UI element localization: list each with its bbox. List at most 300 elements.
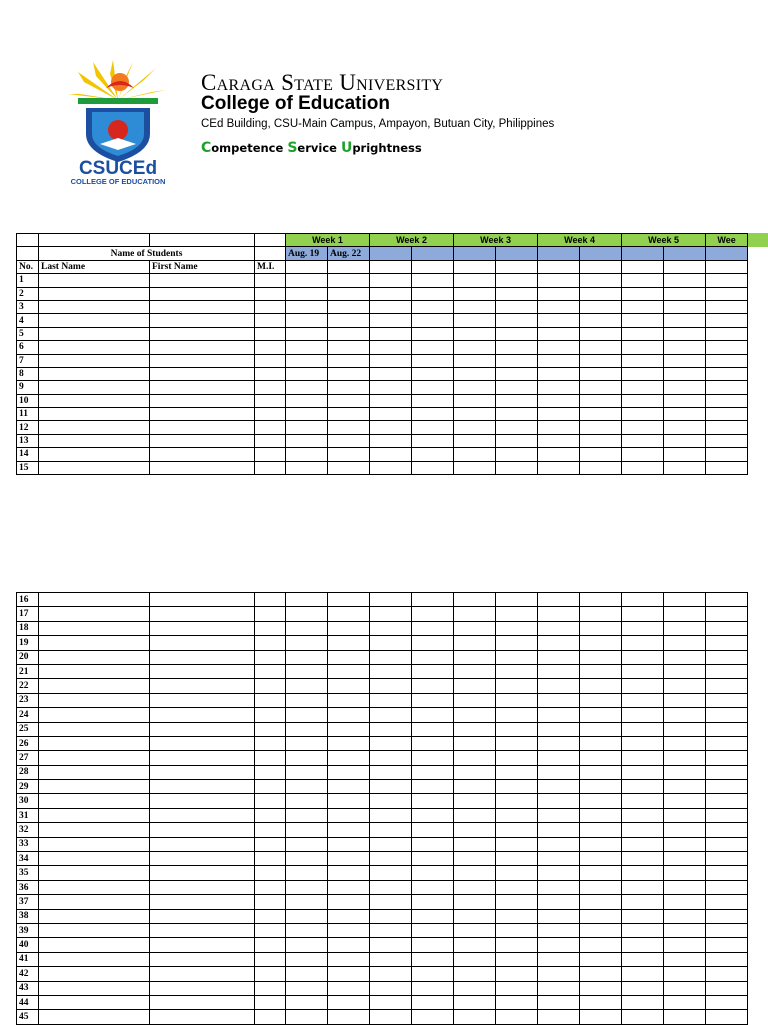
attendance-cell[interactable] <box>706 650 748 664</box>
last-name-cell[interactable] <box>39 408 150 421</box>
mi-cell[interactable] <box>255 923 286 937</box>
mi-cell[interactable] <box>255 693 286 707</box>
attendance-cell[interactable] <box>622 736 664 750</box>
attendance-cell[interactable] <box>664 794 706 808</box>
attendance-cell[interactable] <box>496 621 538 635</box>
attendance-cell[interactable] <box>412 287 454 300</box>
attendance-cell[interactable] <box>622 394 664 407</box>
attendance-cell[interactable] <box>286 952 328 966</box>
attendance-cell[interactable] <box>328 448 370 461</box>
attendance-cell[interactable] <box>580 895 622 909</box>
attendance-cell[interactable] <box>580 327 622 340</box>
attendance-cell[interactable] <box>496 693 538 707</box>
first-name-cell[interactable] <box>150 938 255 952</box>
mi-cell[interactable] <box>255 880 286 894</box>
attendance-cell[interactable] <box>706 751 748 765</box>
attendance-cell[interactable] <box>496 923 538 937</box>
attendance-cell[interactable] <box>538 780 580 794</box>
attendance-cell[interactable] <box>370 693 412 707</box>
attendance-cell[interactable] <box>664 837 706 851</box>
attendance-cell[interactable] <box>496 367 538 380</box>
attendance-cell[interactable] <box>664 880 706 894</box>
attendance-cell[interactable] <box>580 722 622 736</box>
attendance-cell[interactable] <box>664 679 706 693</box>
attendance-cell[interactable] <box>328 408 370 421</box>
attendance-cell[interactable] <box>496 765 538 779</box>
first-name-cell[interactable] <box>150 1010 255 1024</box>
first-name-cell[interactable] <box>150 967 255 981</box>
first-name-cell[interactable] <box>150 679 255 693</box>
attendance-cell[interactable] <box>664 751 706 765</box>
attendance-cell[interactable] <box>328 679 370 693</box>
attendance-cell[interactable] <box>538 938 580 952</box>
attendance-cell[interactable] <box>496 341 538 354</box>
attendance-cell[interactable] <box>370 354 412 367</box>
attendance-cell[interactable] <box>370 314 412 327</box>
first-name-cell[interactable] <box>150 866 255 880</box>
attendance-cell[interactable] <box>622 274 664 287</box>
attendance-cell[interactable] <box>580 461 622 474</box>
attendance-cell[interactable] <box>706 636 748 650</box>
attendance-cell[interactable] <box>454 880 496 894</box>
attendance-cell[interactable] <box>328 287 370 300</box>
attendance-cell[interactable] <box>706 938 748 952</box>
attendance-cell[interactable] <box>286 354 328 367</box>
attendance-cell[interactable] <box>538 722 580 736</box>
attendance-cell[interactable] <box>580 1010 622 1024</box>
mi-cell[interactable] <box>255 650 286 664</box>
last-name-cell[interactable] <box>39 967 150 981</box>
attendance-cell[interactable] <box>622 722 664 736</box>
attendance-cell[interactable] <box>412 923 454 937</box>
mi-cell[interactable] <box>255 952 286 966</box>
attendance-cell[interactable] <box>622 593 664 607</box>
first-name-cell[interactable] <box>150 995 255 1009</box>
attendance-cell[interactable] <box>496 909 538 923</box>
attendance-cell[interactable] <box>328 394 370 407</box>
attendance-cell[interactable] <box>328 300 370 313</box>
attendance-cell[interactable] <box>286 1010 328 1024</box>
attendance-cell[interactable] <box>496 448 538 461</box>
attendance-cell[interactable] <box>622 354 664 367</box>
first-name-cell[interactable] <box>150 923 255 937</box>
attendance-cell[interactable] <box>664 722 706 736</box>
attendance-cell[interactable] <box>496 722 538 736</box>
attendance-cell[interactable] <box>454 909 496 923</box>
attendance-cell[interactable] <box>538 808 580 822</box>
attendance-cell[interactable] <box>538 895 580 909</box>
attendance-cell[interactable] <box>454 995 496 1009</box>
attendance-cell[interactable] <box>328 794 370 808</box>
attendance-cell[interactable] <box>496 823 538 837</box>
attendance-cell[interactable] <box>370 394 412 407</box>
last-name-cell[interactable] <box>39 381 150 394</box>
attendance-cell[interactable] <box>622 794 664 808</box>
attendance-cell[interactable] <box>412 381 454 394</box>
attendance-cell[interactable] <box>328 751 370 765</box>
attendance-cell[interactable] <box>496 434 538 447</box>
attendance-cell[interactable] <box>286 381 328 394</box>
attendance-cell[interactable] <box>622 341 664 354</box>
attendance-cell[interactable] <box>538 260 580 273</box>
attendance-cell[interactable] <box>454 866 496 880</box>
attendance-cell[interactable] <box>496 636 538 650</box>
attendance-cell[interactable] <box>538 448 580 461</box>
first-name-cell[interactable] <box>150 327 255 340</box>
attendance-cell[interactable] <box>706 895 748 909</box>
attendance-cell[interactable] <box>370 736 412 750</box>
attendance-cell[interactable] <box>370 274 412 287</box>
first-name-cell[interactable] <box>150 722 255 736</box>
attendance-cell[interactable] <box>538 880 580 894</box>
mi-cell[interactable] <box>255 434 286 447</box>
attendance-cell[interactable] <box>496 895 538 909</box>
attendance-cell[interactable] <box>328 274 370 287</box>
attendance-cell[interactable] <box>538 287 580 300</box>
attendance-cell[interactable] <box>580 765 622 779</box>
attendance-cell[interactable] <box>622 765 664 779</box>
attendance-cell[interactable] <box>538 751 580 765</box>
attendance-cell[interactable] <box>538 421 580 434</box>
attendance-cell[interactable] <box>664 765 706 779</box>
attendance-cell[interactable] <box>328 808 370 822</box>
attendance-cell[interactable] <box>370 327 412 340</box>
first-name-cell[interactable] <box>150 895 255 909</box>
attendance-cell[interactable] <box>412 708 454 722</box>
attendance-cell[interactable] <box>496 664 538 678</box>
first-name-cell[interactable] <box>150 354 255 367</box>
mi-cell[interactable] <box>255 780 286 794</box>
last-name-cell[interactable] <box>39 722 150 736</box>
attendance-cell[interactable] <box>580 981 622 995</box>
attendance-cell[interactable] <box>370 650 412 664</box>
attendance-cell[interactable] <box>286 341 328 354</box>
attendance-cell[interactable] <box>370 636 412 650</box>
last-name-cell[interactable] <box>39 909 150 923</box>
attendance-cell[interactable] <box>706 708 748 722</box>
attendance-cell[interactable] <box>454 693 496 707</box>
attendance-cell[interactable] <box>286 260 328 273</box>
attendance-cell[interactable] <box>286 708 328 722</box>
attendance-cell[interactable] <box>580 650 622 664</box>
last-name-cell[interactable] <box>39 693 150 707</box>
mi-cell[interactable] <box>255 995 286 1009</box>
attendance-cell[interactable] <box>454 780 496 794</box>
mi-cell[interactable] <box>255 448 286 461</box>
first-name-cell[interactable] <box>150 300 255 313</box>
attendance-cell[interactable] <box>664 461 706 474</box>
attendance-cell[interactable] <box>706 765 748 779</box>
attendance-cell[interactable] <box>286 693 328 707</box>
first-name-cell[interactable] <box>150 837 255 851</box>
attendance-cell[interactable] <box>286 981 328 995</box>
attendance-cell[interactable] <box>286 274 328 287</box>
first-name-cell[interactable] <box>150 341 255 354</box>
attendance-cell[interactable] <box>706 852 748 866</box>
attendance-cell[interactable] <box>622 823 664 837</box>
attendance-cell[interactable] <box>412 636 454 650</box>
attendance-cell[interactable] <box>622 650 664 664</box>
last-name-cell[interactable] <box>39 823 150 837</box>
attendance-cell[interactable] <box>412 664 454 678</box>
attendance-cell[interactable] <box>622 314 664 327</box>
attendance-cell[interactable] <box>664 621 706 635</box>
attendance-cell[interactable] <box>454 260 496 273</box>
attendance-cell[interactable] <box>370 341 412 354</box>
attendance-cell[interactable] <box>580 394 622 407</box>
attendance-cell[interactable] <box>328 880 370 894</box>
attendance-cell[interactable] <box>580 679 622 693</box>
last-name-cell[interactable] <box>39 923 150 937</box>
attendance-cell[interactable] <box>580 751 622 765</box>
mi-cell[interactable] <box>255 327 286 340</box>
attendance-cell[interactable] <box>580 408 622 421</box>
mi-cell[interactable] <box>255 621 286 635</box>
attendance-cell[interactable] <box>328 722 370 736</box>
attendance-cell[interactable] <box>664 421 706 434</box>
attendance-cell[interactable] <box>454 923 496 937</box>
attendance-cell[interactable] <box>412 593 454 607</box>
attendance-cell[interactable] <box>706 287 748 300</box>
attendance-cell[interactable] <box>496 394 538 407</box>
mi-cell[interactable] <box>255 1010 286 1024</box>
attendance-cell[interactable] <box>664 938 706 952</box>
mi-cell[interactable] <box>255 708 286 722</box>
attendance-cell[interactable] <box>286 880 328 894</box>
mi-cell[interactable] <box>255 593 286 607</box>
attendance-cell[interactable] <box>706 408 748 421</box>
attendance-cell[interactable] <box>454 736 496 750</box>
attendance-cell[interactable] <box>538 967 580 981</box>
attendance-cell[interactable] <box>412 880 454 894</box>
last-name-cell[interactable] <box>39 300 150 313</box>
attendance-cell[interactable] <box>706 621 748 635</box>
first-name-cell[interactable] <box>150 636 255 650</box>
mi-cell[interactable] <box>255 314 286 327</box>
attendance-cell[interactable] <box>328 895 370 909</box>
attendance-cell[interactable] <box>706 274 748 287</box>
attendance-cell[interactable] <box>412 866 454 880</box>
attendance-cell[interactable] <box>664 808 706 822</box>
attendance-cell[interactable] <box>328 381 370 394</box>
attendance-cell[interactable] <box>286 967 328 981</box>
attendance-cell[interactable] <box>286 664 328 678</box>
attendance-cell[interactable] <box>286 866 328 880</box>
attendance-cell[interactable] <box>496 1010 538 1024</box>
attendance-cell[interactable] <box>664 895 706 909</box>
attendance-cell[interactable] <box>622 923 664 937</box>
last-name-cell[interactable] <box>39 837 150 851</box>
attendance-cell[interactable] <box>706 794 748 808</box>
attendance-cell[interactable] <box>580 708 622 722</box>
attendance-cell[interactable] <box>454 621 496 635</box>
attendance-cell[interactable] <box>706 607 748 621</box>
attendance-cell[interactable] <box>706 823 748 837</box>
attendance-cell[interactable] <box>328 780 370 794</box>
attendance-cell[interactable] <box>412 967 454 981</box>
attendance-cell[interactable] <box>454 765 496 779</box>
attendance-cell[interactable] <box>622 621 664 635</box>
mi-cell[interactable] <box>255 909 286 923</box>
attendance-cell[interactable] <box>370 895 412 909</box>
first-name-cell[interactable] <box>150 981 255 995</box>
attendance-cell[interactable] <box>286 895 328 909</box>
attendance-cell[interactable] <box>538 693 580 707</box>
attendance-cell[interactable] <box>328 708 370 722</box>
attendance-cell[interactable] <box>664 1010 706 1024</box>
first-name-cell[interactable] <box>150 736 255 750</box>
mi-cell[interactable] <box>255 823 286 837</box>
attendance-cell[interactable] <box>370 780 412 794</box>
last-name-cell[interactable] <box>39 866 150 880</box>
attendance-cell[interactable] <box>454 354 496 367</box>
first-name-cell[interactable] <box>150 823 255 837</box>
attendance-cell[interactable] <box>496 736 538 750</box>
attendance-cell[interactable] <box>412 367 454 380</box>
mi-cell[interactable] <box>255 394 286 407</box>
attendance-cell[interactable] <box>622 708 664 722</box>
date-cell[interactable] <box>664 247 706 260</box>
attendance-cell[interactable] <box>412 341 454 354</box>
attendance-cell[interactable] <box>538 621 580 635</box>
attendance-cell[interactable] <box>706 327 748 340</box>
attendance-cell[interactable] <box>454 981 496 995</box>
attendance-cell[interactable] <box>412 808 454 822</box>
last-name-cell[interactable] <box>39 981 150 995</box>
attendance-cell[interactable] <box>328 981 370 995</box>
date-cell[interactable]: Aug. 19 <box>286 247 328 260</box>
attendance-cell[interactable] <box>454 794 496 808</box>
attendance-cell[interactable] <box>706 880 748 894</box>
attendance-cell[interactable] <box>538 394 580 407</box>
attendance-cell[interactable] <box>538 354 580 367</box>
date-cell[interactable] <box>580 247 622 260</box>
mi-cell[interactable] <box>255 736 286 750</box>
first-name-cell[interactable] <box>150 952 255 966</box>
attendance-cell[interactable] <box>454 593 496 607</box>
first-name-cell[interactable] <box>150 408 255 421</box>
attendance-cell[interactable] <box>580 636 622 650</box>
attendance-cell[interactable] <box>286 367 328 380</box>
attendance-cell[interactable] <box>706 837 748 851</box>
date-cell[interactable] <box>622 247 664 260</box>
attendance-cell[interactable] <box>664 693 706 707</box>
attendance-cell[interactable] <box>580 287 622 300</box>
attendance-cell[interactable] <box>370 607 412 621</box>
attendance-cell[interactable] <box>580 274 622 287</box>
attendance-cell[interactable] <box>328 923 370 937</box>
attendance-cell[interactable] <box>370 287 412 300</box>
attendance-cell[interactable] <box>664 952 706 966</box>
attendance-cell[interactable] <box>706 448 748 461</box>
attendance-cell[interactable] <box>328 607 370 621</box>
attendance-cell[interactable] <box>454 722 496 736</box>
attendance-cell[interactable] <box>706 300 748 313</box>
attendance-cell[interactable] <box>538 708 580 722</box>
attendance-cell[interactable] <box>538 381 580 394</box>
last-name-cell[interactable] <box>39 1010 150 1024</box>
attendance-cell[interactable] <box>580 880 622 894</box>
attendance-cell[interactable] <box>454 607 496 621</box>
attendance-cell[interactable] <box>412 895 454 909</box>
attendance-cell[interactable] <box>538 314 580 327</box>
attendance-cell[interactable] <box>454 938 496 952</box>
attendance-cell[interactable] <box>370 367 412 380</box>
mi-cell[interactable] <box>255 607 286 621</box>
attendance-cell[interactable] <box>286 636 328 650</box>
attendance-cell[interactable] <box>580 923 622 937</box>
attendance-cell[interactable] <box>706 952 748 966</box>
mi-cell[interactable] <box>255 794 286 808</box>
attendance-cell[interactable] <box>706 722 748 736</box>
attendance-cell[interactable] <box>664 367 706 380</box>
attendance-cell[interactable] <box>454 341 496 354</box>
attendance-cell[interactable] <box>538 923 580 937</box>
attendance-cell[interactable] <box>664 909 706 923</box>
attendance-cell[interactable] <box>622 679 664 693</box>
attendance-cell[interactable] <box>538 327 580 340</box>
attendance-cell[interactable] <box>496 981 538 995</box>
last-name-cell[interactable] <box>39 780 150 794</box>
attendance-cell[interactable] <box>370 923 412 937</box>
attendance-cell[interactable] <box>622 1010 664 1024</box>
attendance-cell[interactable] <box>496 808 538 822</box>
attendance-cell[interactable] <box>328 421 370 434</box>
last-name-cell[interactable] <box>39 708 150 722</box>
mi-cell[interactable] <box>255 895 286 909</box>
attendance-cell[interactable] <box>370 995 412 1009</box>
attendance-cell[interactable] <box>370 408 412 421</box>
attendance-cell[interactable] <box>454 287 496 300</box>
attendance-cell[interactable] <box>412 461 454 474</box>
mi-cell[interactable] <box>255 981 286 995</box>
attendance-cell[interactable] <box>538 794 580 808</box>
first-name-cell[interactable] <box>150 367 255 380</box>
attendance-cell[interactable] <box>328 866 370 880</box>
attendance-cell[interactable] <box>370 664 412 678</box>
first-name-cell[interactable] <box>150 909 255 923</box>
attendance-cell[interactable] <box>580 367 622 380</box>
attendance-cell[interactable] <box>286 593 328 607</box>
attendance-cell[interactable] <box>412 679 454 693</box>
date-cell[interactable] <box>496 247 538 260</box>
attendance-cell[interactable] <box>286 823 328 837</box>
first-name-cell[interactable] <box>150 780 255 794</box>
attendance-cell[interactable] <box>664 995 706 1009</box>
attendance-cell[interactable] <box>286 780 328 794</box>
first-name-cell[interactable] <box>150 314 255 327</box>
attendance-cell[interactable] <box>454 314 496 327</box>
attendance-cell[interactable] <box>286 751 328 765</box>
attendance-cell[interactable] <box>496 593 538 607</box>
attendance-cell[interactable] <box>412 434 454 447</box>
attendance-cell[interactable] <box>538 837 580 851</box>
attendance-cell[interactable] <box>328 909 370 923</box>
last-name-cell[interactable] <box>39 354 150 367</box>
mi-cell[interactable] <box>255 967 286 981</box>
attendance-cell[interactable] <box>538 823 580 837</box>
attendance-cell[interactable] <box>412 823 454 837</box>
attendance-cell[interactable] <box>622 967 664 981</box>
last-name-cell[interactable] <box>39 880 150 894</box>
attendance-cell[interactable] <box>706 995 748 1009</box>
attendance-cell[interactable] <box>328 621 370 635</box>
attendance-cell[interactable] <box>538 952 580 966</box>
attendance-cell[interactable] <box>412 780 454 794</box>
mi-cell[interactable] <box>255 751 286 765</box>
mi-cell[interactable] <box>255 354 286 367</box>
attendance-cell[interactable] <box>706 866 748 880</box>
